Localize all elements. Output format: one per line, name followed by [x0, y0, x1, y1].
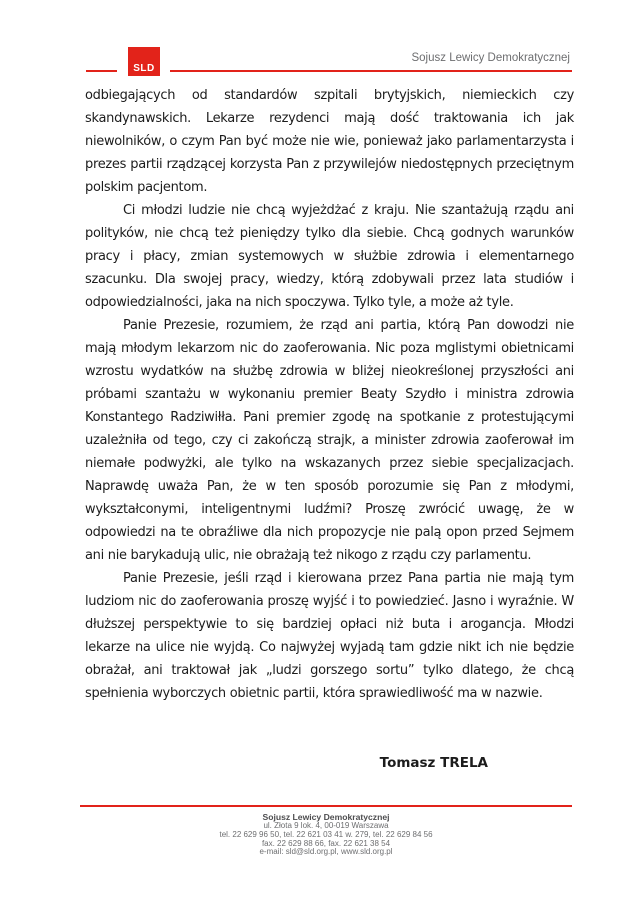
letterhead — [0, 0, 636, 78]
footer-email-web: e-mail: sld@sld.org.pl, www.sld.org.pl — [259, 847, 393, 857]
footer-address: ul. Złota 9 lok. 4, 00-019 Warszawa — [263, 821, 389, 830]
footer-faxes: fax. 22 629 88 66, fax. 22 621 38 54 — [261, 838, 391, 848]
letter-footer — [80, 805, 572, 857]
paragraph-3: Panie Prezesie, rozumiem, że rząd ani partia, którą Pan dowodzi nie mają młodym lekarzom nic do zaoferowania. Nic poza mglistymi obietnicami wzrostu wydatków na służbę zdrowia w bliżej nieokreślonej przyszłości ani próbami szantażu w wykonaniu premier Beaty Szydło i ministra zdrowia Konstantego Radziwiłła. Pani premier zgodę na spotkanie z protestującymi uzależniła od tego, czy ci zakończą strajk, a minister zdrowia zaoferował im niemałe podwyżki, ale tylko na wskazanych przez siebie specjalizacjach. Naprawdę uważa Pan, że w ten sposób porozumie się Pan z młodymi, wykształconymi, inteligentnymi ludźmi? Proszę zwrócić uwagę, że w odpowiedzi na te obraźliwe dla nich propozycje nie palą opon przed Sejmem ani nie barykadują ulic, nie obrażają też nikogo z rządu czy parlamentu. — [85, 318, 574, 563]
sld-logo-text: SLD — [133, 63, 155, 74]
header-org-name: Sojusz Lewicy Demokratycznej — [411, 52, 570, 64]
sld-logo — [128, 47, 160, 76]
footer-org-name: Sojusz Lewicy Demokratycznej — [262, 812, 390, 822]
footer-phones: tel. 22 629 96 50, tel. 22 621 03 41 w. 279, tel. 22 629 84 56 — [219, 829, 433, 839]
footer-rule — [80, 805, 572, 807]
paragraph-4: Panie Prezesie, jeśli rząd i kierowana przez Pana partia nie mają tym ludziom nic do zaoferowania proszę wyjść i to powiedzieć. Jasno i wyraźnie. W dłuższej perspektywie to się bardziej opłaci niż buta i arogancja. Młodzi lekarze na ulice nie wyjdą. Co najwyżej wyjadą tam gdzie nikt ich nie będzie obrażał, ani traktował jak „ludzi gorszego sortu” tylko dlatego, że chcą spełnienia wyborczych obietnic partii, która sprawiedliwość ma w nazwie. — [85, 571, 574, 701]
signature-name: Tomasz TRELA — [379, 755, 488, 771]
header-rule-right — [170, 70, 572, 72]
paragraph-1: odbiegających od standardów szpitali brytyjskich, niemieckich czy skandynawskich. Lekarze rezydenci mają dość traktowania ich jak niewolników, o czym Pan być może nie wie, ponieważ jako parlamentarzysta i prezes partii rządzącej korzysta Pan z przywilejów niedostępnych przeciętnym polskim pacjentom. — [85, 88, 574, 195]
paragraph-2: Ci młodzi ludzie nie chcą wyjeżdżać z kraju. Nie szantażują rządu ani polityków, nie chcą też pieniędzy tylko dla siebie. Chcą godnych warunków pracy i płacy, zmian systemowych w służbie zdrowia i elementarnego szacunku. Dla swojej pracy, wiedzy, którą zdobywali przez lata studiów i odpowiedzialności, jaka na nich spoczywa. Tylko tyle, a może aż tyle. — [85, 203, 574, 310]
header-rule-left — [86, 70, 117, 72]
letter-body — [85, 84, 574, 775]
